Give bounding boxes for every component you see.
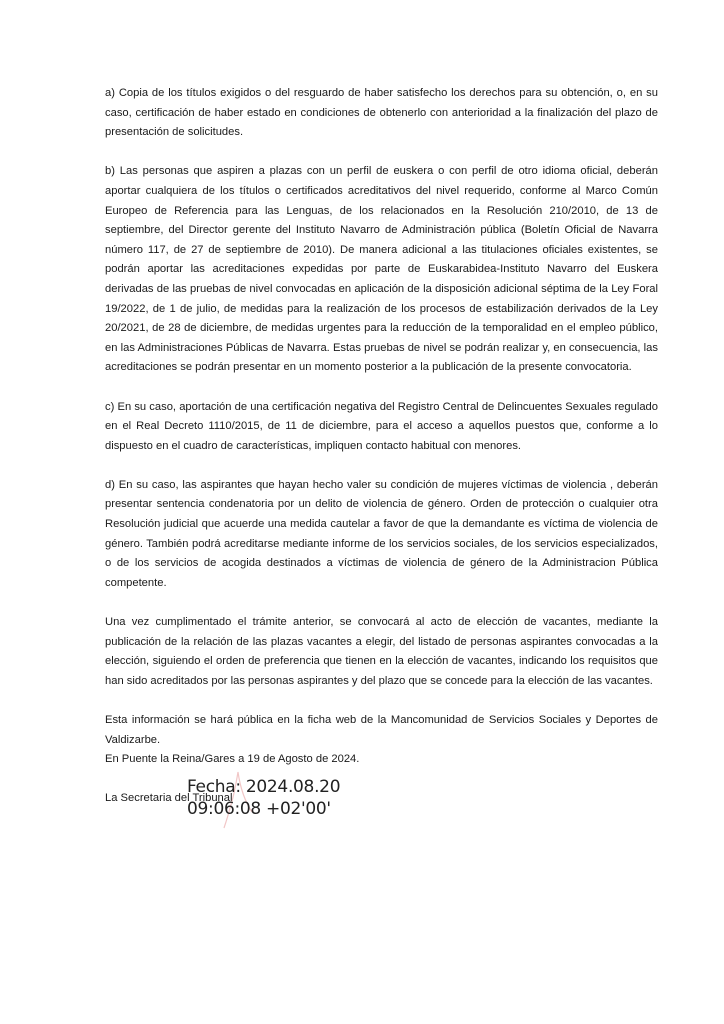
paragraph-eleccion: Una vez cumplimentado el trámite anterior, se convocará al acto de elección de vacantes, mediante la publicación de la relación de las plazas vacantes a elegir, del listado de personas aspirantes convocadas a la elección, siguiendo el orden de preferencia que tienen en la elección de vacantes, indicando los requisitos que han sido acreditados por las personas aspirantes y del plazo que se concede para la elección de las vacantes. — [105, 616, 658, 687]
paragraph-a: a) Copia de los títulos exigidos o del resguardo de haber satisfecho los derechos para su obtención, o, en su caso, certificación de haber estado en condiciones de obtenerlo con anterioridad a la finalización del plazo de presentación de solicitudes. — [105, 87, 658, 139]
paragraph-publicacion: Esta información se hará pública en la ficha web de la Mancomunidad de Servicios Sociales y Deportes de Valdizarbe. — [105, 714, 658, 746]
signature-date: Fecha: 2024.08.20 — [187, 777, 341, 797]
paragraph-d: d) En su caso, las aspirantes que hayan hecho valer su condición de mujeres víctimas de violencia , deberán presentar sentencia condenatoria por un delito de violencia de género. Orden de protección o cualquier otra Resolución judicial que acuerde una medida cautelar a favor de que la demandante es víctima de violencia de género. También podrá acreditarse mediante informe de los servicios sociales, de los servicios especializados, o de los servicios de acogida destinados a víctimas de violencia de género de la Administracion Pública competente. — [105, 478, 658, 589]
paragraph-c: c) En su caso, aportación de una certificación negativa del Registro Central de Delincuentes Sexuales regulado en el Real Decreto 1110/2015, de 11 de diciembre, para el acceso a aquellos puestos que, conforme a lo dispuesto en el cuadro de características, impliquen contacto habitual con menores. — [105, 400, 658, 452]
signatory-title: La Secretaria del Tribunal — [105, 792, 233, 805]
digital-signature-stamp — [187, 776, 340, 820]
place-date-line: En Puente la Reina/Gares a 19 de Agosto de 2024. — [105, 753, 360, 766]
document-body — [105, 84, 658, 829]
signature-time: 09:06:08 +02'00' — [187, 799, 331, 819]
paragraph-b: b) Las personas que aspiren a plazas con un perfil de euskera o con perfil de otro idioma oficial, deberán aportar cualquiera de los títulos o certificados acreditativos del nivel requerido, conforme al Marco Común Europeo de Referencia para las Lenguas, de los relacionados en la Resolución 210/2010, de 13 de septiembre, del Director gerente del Instituto Navarro de Administración pública (Boletín Oficial de Navarra número 117, de 27 de septiembre de 2010). De manera adicional a las titulaciones oficiales existentes, se podrán aportar las acreditaciones expedidas por parte de Euskarabidea-Instituto Navarro del Euskera derivadas de las pruebas de nivel convocadas en aplicación de la disposición adicional séptima de la Ley Foral 19/2022, de 1 de julio, de medidas para la realización de los procesos de estabilización derivados de la Ley 20/2021, de 28 de diciembre, de medidas urgentes para la reducción de la temporalidad en el empleo público, en las Administraciones Públicas de Navarra. Estas pruebas de nivel se podrán realizar y, en consecuencia, las acreditaciones se podrán presentar en un momento posterior a la publicación de la presente convocatoria. — [105, 165, 658, 374]
